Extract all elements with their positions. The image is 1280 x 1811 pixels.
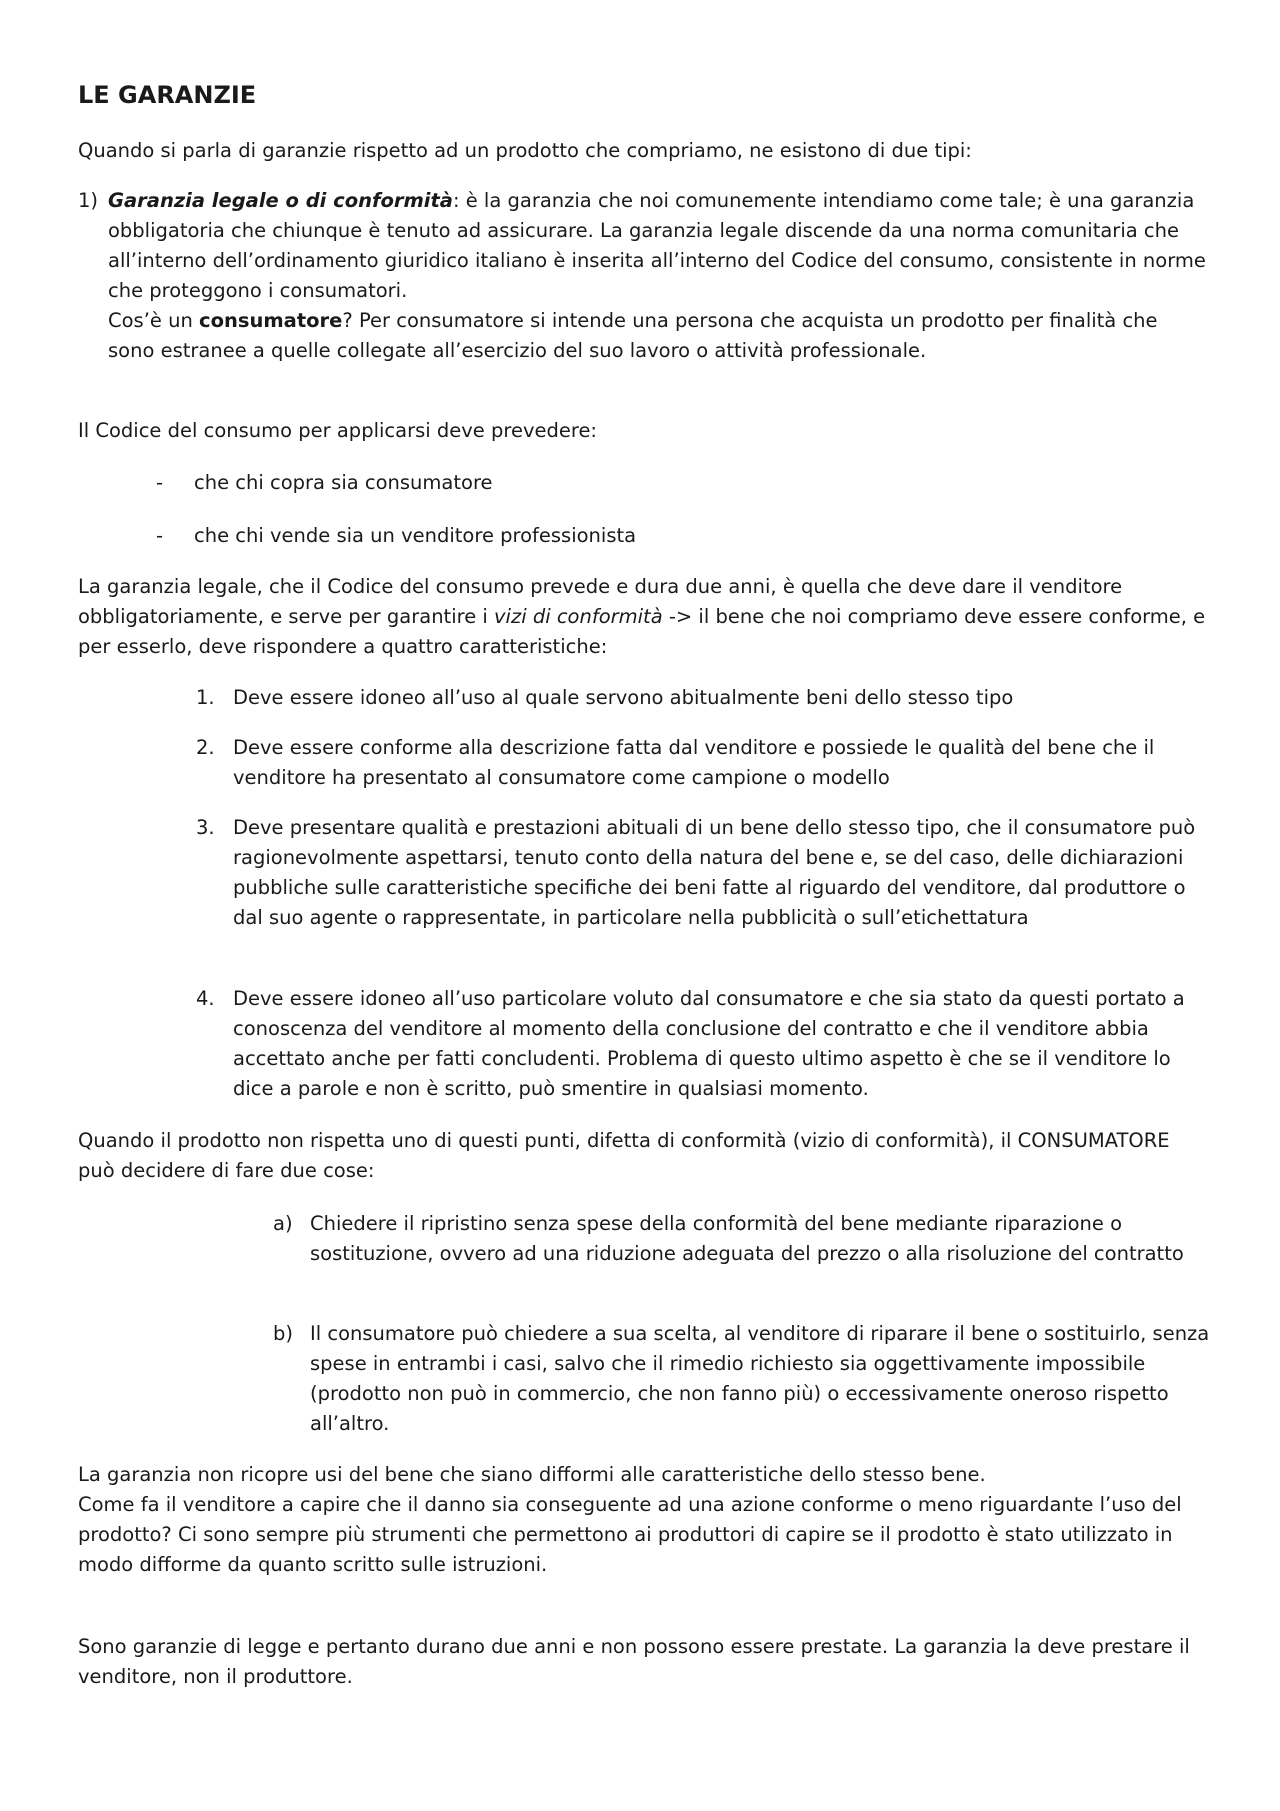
letter-marker-a: a): [273, 1212, 293, 1235]
final-paragraph: Sono garanzie di legge e pertanto durano due anni e non possono essere prestate. La garanzia la deve prestare il venditore, non il produttore.: [78, 1635, 1190, 1688]
num-item-3: Deve presentare qualità e prestazioni abituali di un bene dello stesso tipo, che il consumatore può ragionevolmente aspettarsi, tenuto conto della natura del bene e, se del caso, delle dichiarazioni pubbliche sulle caratteristiche specifiche dei beni fatte al riguardo del venditore, dal produttore o dal suo agente o rappresentate, in particolare nella pubblicità o sull’etichettatura: [233, 816, 1196, 929]
legal-para-pre: La garanzia legale, che il Codice del consumo prevede e dura due anni, è quella che deve dare il venditore obbligatoriamente, e serve per garantire i: [78, 575, 1123, 628]
num-item-4: Deve essere idoneo all’uso particolare voluto dal consumatore e che sia stato da questi portato a conoscenza del venditore al momento della conclusione del contratto e che il venditore abbia accettato anche per fatti concludenti. Problema di questo ultimo aspetto è che se il venditore lo dice a parole e non è scritto, può smentire in qualsiasi momento.: [233, 987, 1185, 1100]
num-marker-2: 2.: [196, 736, 215, 759]
intro-paragraph: Quando si parla di garanzie rispetto ad un prodotto che compriamo, ne esistono di due tipi:: [78, 139, 972, 162]
num-item-2: Deve essere conforme alla descrizione fatta dal venditore e possiede le qualità del bene che il venditore ha presentato al consumatore come campione o modello: [233, 736, 1155, 789]
consumatore-definition: [108, 306, 1210, 366]
num-marker-1: 1.: [196, 686, 215, 709]
vizi-conformita-term: vizi di conformità: [494, 605, 663, 628]
letter-marker-b: b): [273, 1322, 293, 1345]
dash-item-1: che chi copra sia consumatore: [194, 471, 493, 494]
num-item-1: Deve essere idoneo all’uso al quale servono abitualmente beni dello stesso tipo: [233, 686, 1014, 709]
legal-paragraph: [78, 572, 1208, 662]
consumatore-q-pre: Cos’è un: [108, 309, 200, 332]
letter-item-a: Chiedere il ripristino senza spese della conformità del bene mediante riparazione o sostituzione, ovvero ad una riduzione adeguata del prezzo o alla risoluzione del contratto: [310, 1212, 1184, 1265]
quando-paragraph: Quando il prodotto non rispetta uno di questi punti, difetta di conformità (vizio di conformità), il CONSUMATORE può decidere di fare due cose:: [78, 1129, 1170, 1182]
come-fa-paragraph: Come fa il venditore a capire che il danno sia conseguente ad una azione conforme o meno riguardante l’uso del prodotto? Ci sono sempre più strumenti che permettono ai produttori di capire se il prodotto è stato utilizzato in modo difforme da quanto scritto sulle istruzioni.: [78, 1493, 1182, 1576]
item1-term: Garanzia legale o di conformità: [108, 189, 453, 212]
legal-para-post: -> il bene che noi compriamo deve essere conforme, e per esserlo, deve rispondere a quattro caratteristiche:: [78, 605, 1206, 658]
dash-marker-2: -: [156, 524, 164, 547]
dash-item-2: che chi vende sia un venditore professionista: [194, 524, 637, 547]
letter-item-b: Il consumatore può chiedere a sua scelta, al venditore di riparare il bene o sostituirlo, senza spese in entrambi i casi, salvo che il rimedio richiesto sia oggettivamente impossibile (prodotto non può in commercio, che non fanno più) o eccessivamente oneroso rispetto all’altro.: [310, 1322, 1210, 1435]
num-marker-4: 4.: [196, 987, 215, 1010]
dash-marker-1: -: [156, 471, 164, 494]
item1-marker: 1): [78, 189, 99, 212]
item1-definition: : è la garanzia che noi comunemente intendiamo come tale; è una garanzia obbligatoria che chiunque è tenuto ad assicurare. La garanzia legale discende da una norma comunitaria che all’interno dell’ordinamento giuridico italiano è inserita all’interno del Codice del consumo, consistente in norme che proteggono i consumatori.: [108, 189, 1206, 302]
document-title: LE GARANZIE: [78, 81, 257, 109]
consumatore-q-post: ? Per consumatore si intende una persona che acquista un prodotto per finalità che sono estranee a quelle collegate all’esercizio del suo lavoro o attività professionale.: [108, 309, 1158, 362]
consumatore-term: consumatore: [199, 309, 343, 332]
num-marker-3: 3.: [196, 816, 215, 839]
codice-intro: Il Codice del consumo per applicarsi deve prevedere:: [78, 419, 598, 442]
non-ricopre-paragraph: La garanzia non ricopre usi del bene che siano difformi alle caratteristiche dello stesso bene.: [78, 1463, 986, 1486]
item1-paragraph: [108, 186, 1210, 306]
